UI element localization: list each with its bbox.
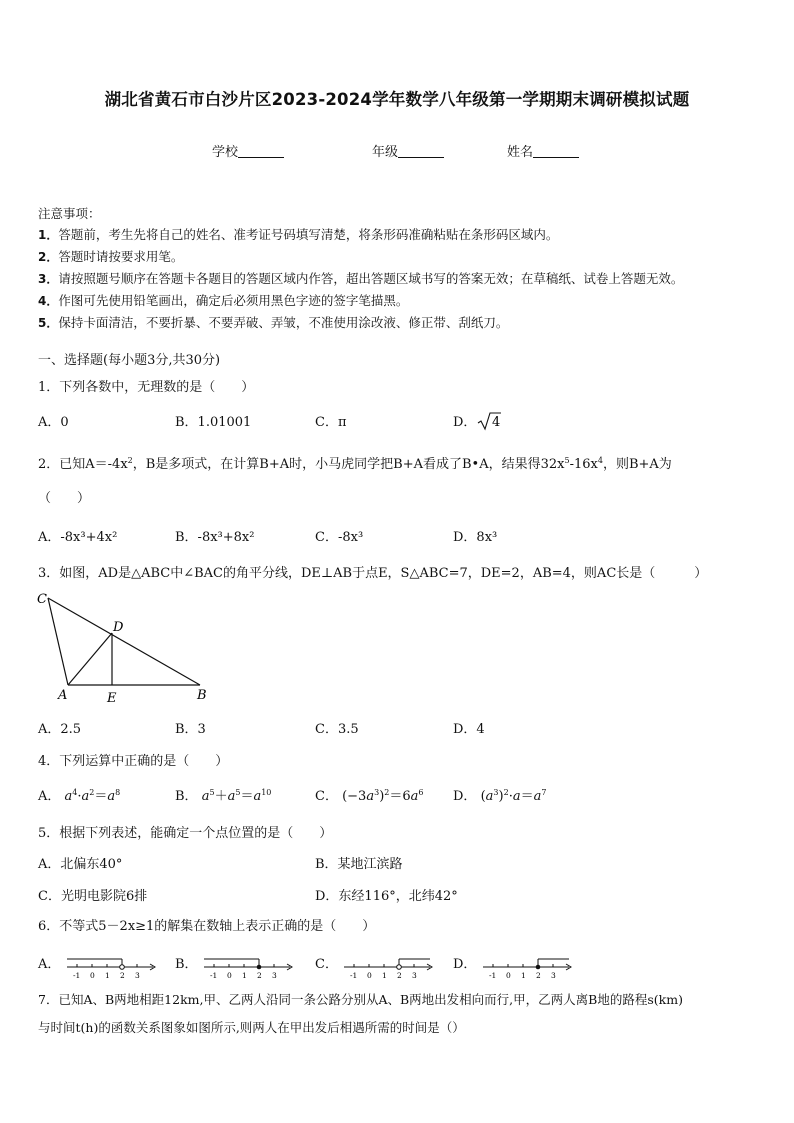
q6-option-d[interactable]: D． -1 0 1 2 3	[453, 953, 573, 980]
question-5-stem: 5．根据下列表述，能确定一个点位置的是（ ）	[38, 826, 333, 841]
grade-field[interactable]	[372, 141, 444, 160]
number-line-d	[481, 956, 573, 980]
q4-option-b[interactable]: B． $a^5+a^5=a^{10}$	[175, 788, 272, 804]
q5-option-c[interactable]: C．光明电影院6排	[38, 889, 148, 904]
svg-text:1: 1	[382, 971, 387, 980]
svg-text:3: 3	[134, 971, 140, 980]
notice-item: 1．答题前，考生先将自己的姓名、准考证号码填写清楚，将条形码准确粘贴在条形码区域内。	[38, 227, 559, 242]
label-d: D	[113, 620, 124, 635]
svg-text:-1: -1	[350, 971, 358, 980]
section-heading: 一、选择题(每小题3分,共30分)	[38, 353, 221, 368]
svg-text:-1: -1	[72, 971, 80, 980]
svg-text:2: 2	[535, 971, 541, 980]
svg-text:2: 2	[256, 971, 262, 980]
q3-option-c[interactable]: C．3.5	[315, 722, 359, 737]
q3-option-a[interactable]: A．2.5	[38, 722, 82, 737]
q5-option-b[interactable]: B．某地江滨路	[315, 857, 403, 872]
svg-text:3: 3	[550, 971, 556, 980]
notice-item: 5．保持卡面清洁，不要折暴、不要弄破、弄皱，不准使用涂改液、修正带、刮纸刀。	[38, 315, 509, 330]
label-a: A	[58, 688, 68, 703]
page-title: 湖北省黄石市白沙片区2023-2024学年数学八年级第一学期期末调研模拟试题	[104, 90, 690, 109]
notice-item: 3．请按照题号顺序在答题卡各题目的答题区域内作答，超出答题区域书写的答案无效；在草稿纸、试卷上答题无效。	[38, 271, 684, 286]
question-2-stem: 2．已知$A=-4x^2$，B是多项式，在计算B+A时，小马虎同学把B+A看成了B•A，结果得$32x^5-16x^4$，则B+A为	[38, 456, 672, 472]
question-3-stem: 3．如图，AD是△ABC中∠BAC的角平分线，DE⊥AB于点E，S△ABC=7，DE=2，AB=4，则AC长是（ ）	[38, 566, 708, 581]
school-field[interactable]	[212, 141, 284, 160]
name-blank[interactable]	[533, 146, 579, 158]
svg-text:1: 1	[241, 971, 247, 980]
question-7-line2: 与时间t(h)的函数关系图象如图所示,则两人在甲出发后相遇所需的时间是（）	[38, 1020, 465, 1035]
number-line-b	[202, 956, 294, 980]
q2-option-c[interactable]: C．-8x³	[315, 530, 364, 545]
q6-option-c[interactable]: C． -1 0 1 2 3	[315, 953, 434, 980]
triangle-figure	[30, 588, 220, 706]
svg-text:-1: -1	[209, 971, 218, 980]
q1-option-b[interactable]: B．1.01001	[175, 415, 252, 430]
q3-option-b[interactable]: B．3	[175, 722, 206, 737]
q6-option-b[interactable]: B． -1 0 1 2 3	[175, 953, 294, 980]
svg-text:2: 2	[397, 971, 402, 980]
question-6-stem: 6．不等式5－2x≥1的解集在数轴上表示正确的是（ ）	[38, 919, 376, 934]
notice-block	[38, 203, 683, 334]
sqrt-icon	[476, 411, 502, 431]
svg-text:0: 0	[505, 971, 511, 980]
q1-option-a[interactable]: A．0	[38, 415, 69, 430]
school-blank[interactable]	[238, 146, 284, 158]
svg-text:1: 1	[104, 971, 110, 980]
svg-text:3: 3	[271, 971, 277, 980]
notice-item: 4．作图可先使用铅笔画出，确定后必须用黑色字迹的签字笔描黑。	[38, 293, 409, 308]
q4-option-d[interactable]: D． $(a^3)^2\cdot a=a^7$	[453, 788, 547, 804]
svg-text:0: 0	[89, 971, 95, 980]
notice-heading: 注意事项：	[38, 206, 101, 221]
notice-item: 2．答题时请按要求用笔。	[38, 249, 184, 264]
number-line-a	[65, 956, 157, 980]
svg-text:-1: -1	[488, 971, 496, 980]
q1-option-d[interactable]: D． 4	[453, 411, 502, 431]
q4-option-c[interactable]: C． $(-3a^3)^2=6a^6$	[315, 788, 424, 804]
label-c: C	[37, 592, 47, 607]
q2-option-a[interactable]: A．-8x³+4x²	[38, 530, 118, 545]
grade-label: 年级	[372, 145, 399, 160]
svg-text:0: 0	[367, 971, 372, 980]
svg-text:3: 3	[412, 971, 417, 980]
q2-option-b[interactable]: B．-8x³+8x²	[175, 530, 255, 545]
label-e: E	[107, 691, 117, 706]
number-line-c	[342, 956, 434, 980]
q3-option-d[interactable]: D．4	[453, 722, 485, 737]
q1-option-c[interactable]: C．π	[315, 415, 347, 430]
q6-option-a[interactable]: A． -1 0 1 2 3	[38, 953, 157, 980]
q5-option-a[interactable]: A．北偏东40°	[38, 857, 123, 872]
name-field[interactable]	[507, 141, 579, 160]
q2-option-d[interactable]: D．8x³	[453, 530, 498, 545]
grade-blank[interactable]	[398, 146, 444, 158]
svg-text:1: 1	[520, 971, 526, 980]
sqrt-radicand: 4	[492, 415, 501, 430]
question-4-stem: 4．下列运算中正确的是（ ）	[38, 754, 229, 769]
svg-text:2: 2	[119, 971, 125, 980]
name-label: 姓名	[507, 145, 534, 160]
q4-option-a[interactable]: A． $a^4\cdot a^2=a^8$	[38, 788, 121, 804]
label-b: B	[197, 688, 207, 703]
question-1-stem: 1．下列各数中，无理数的是（ ）	[38, 380, 255, 395]
question-7-line1: 7．已知A、B两地相距12km,甲、乙两人沿同一条公路分别从A、B两地出发相向而行,甲，乙两人离B地的路程s(km)	[38, 992, 683, 1007]
question-2-paren: （ ）	[38, 491, 91, 506]
q5-option-d[interactable]: D．东经116°，北纬42°	[315, 889, 458, 904]
school-label: 学校	[212, 145, 239, 160]
svg-text:0: 0	[226, 971, 232, 980]
